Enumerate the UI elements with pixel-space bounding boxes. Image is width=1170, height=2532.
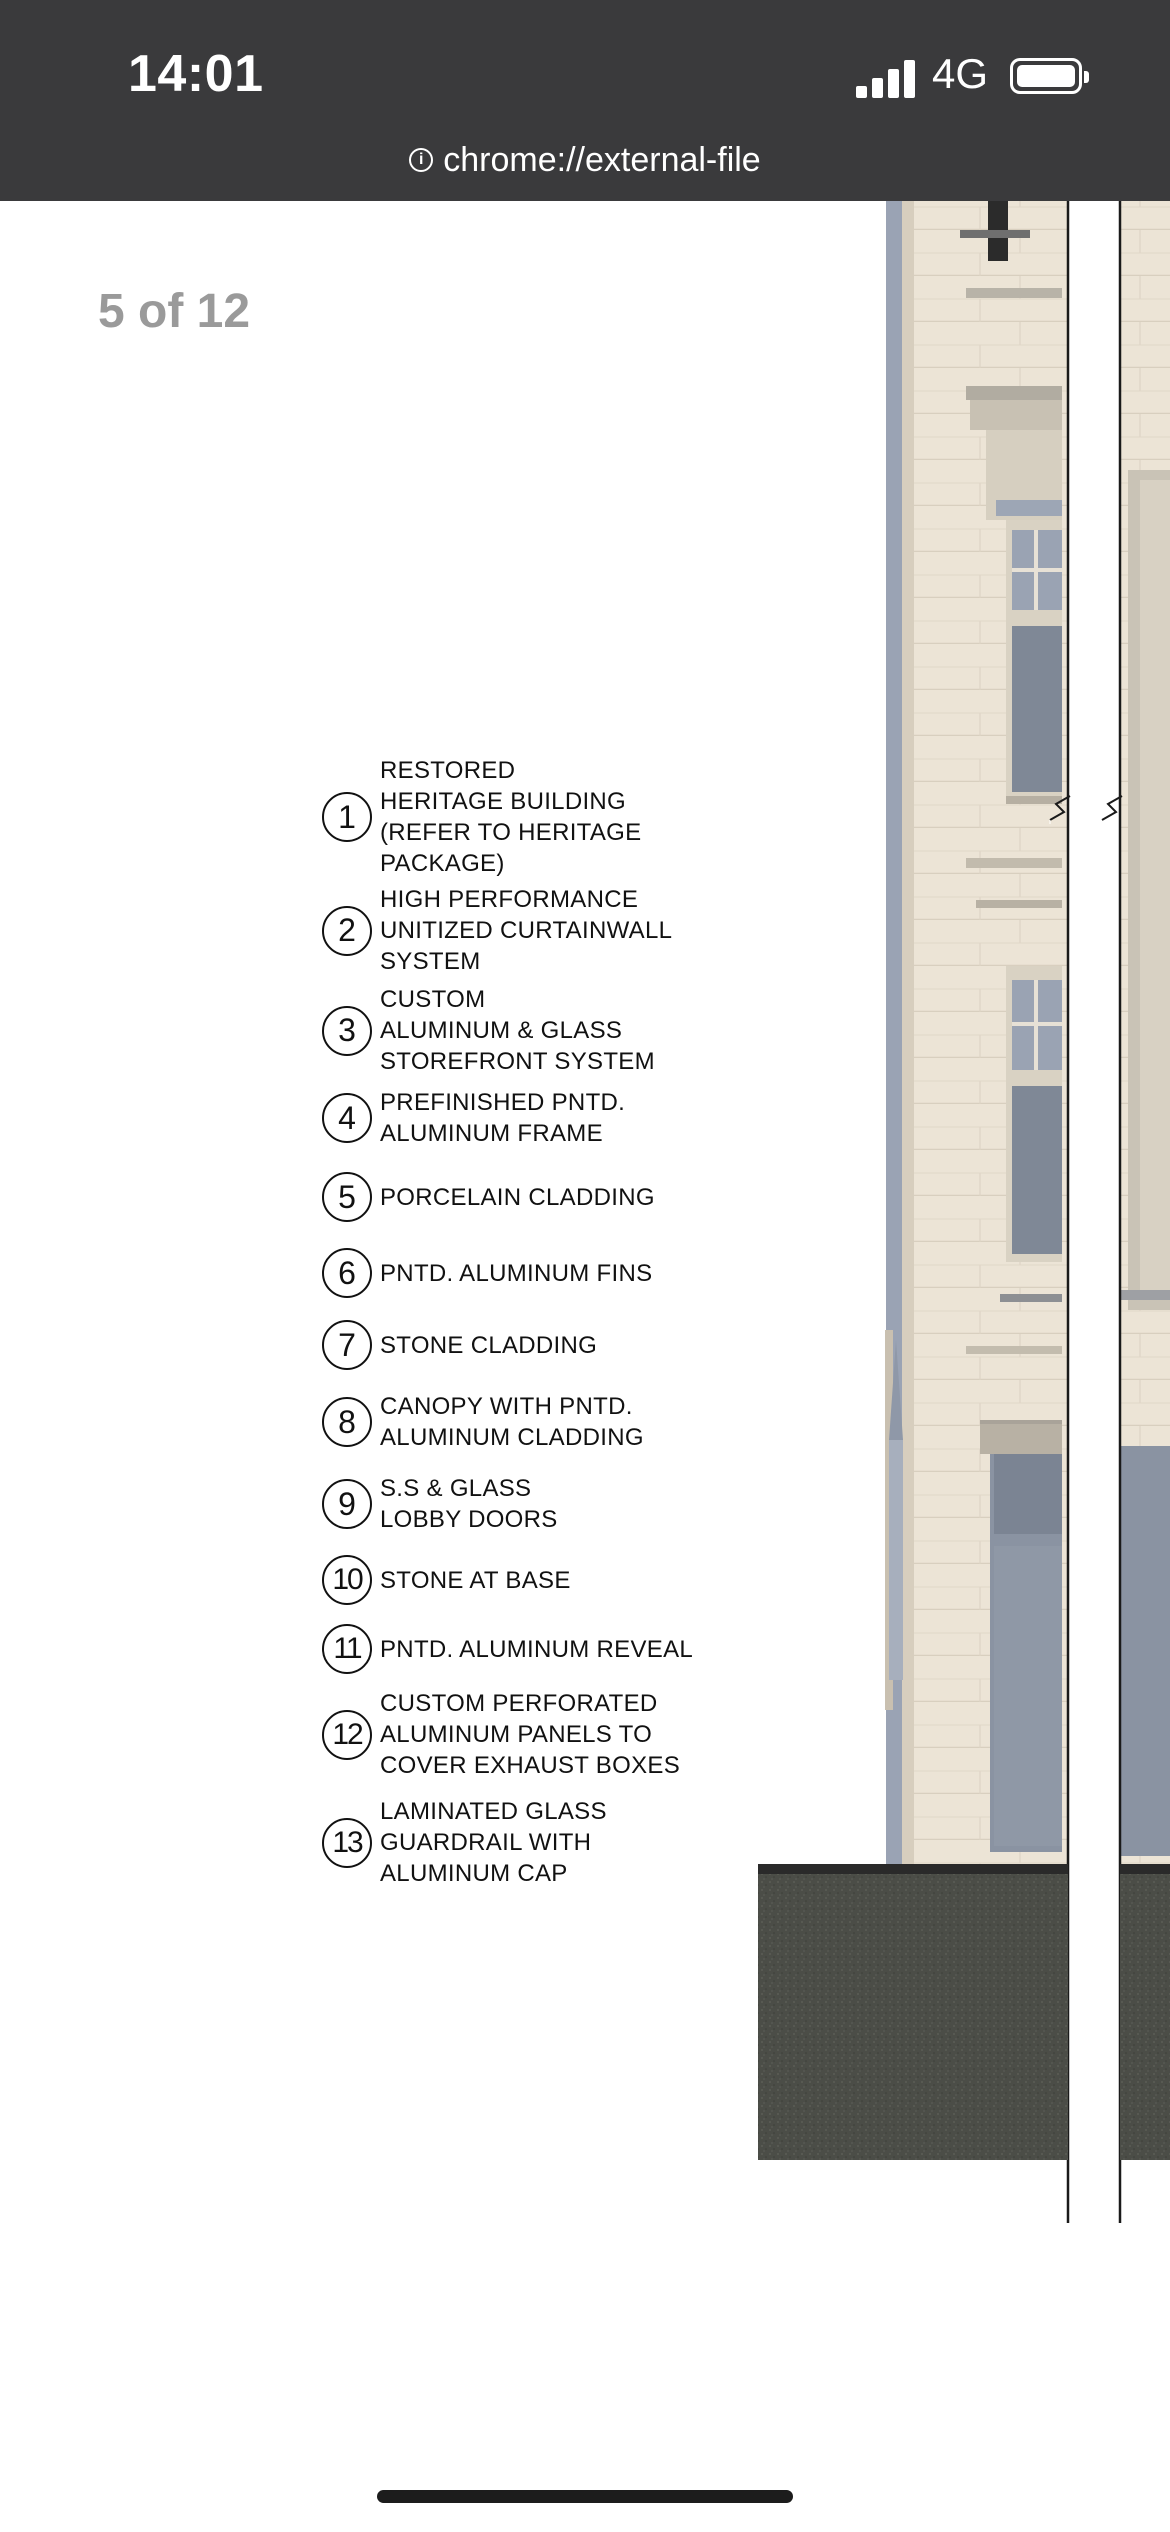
url-text: chrome://external-file: [443, 140, 761, 179]
top-bar: [0, 0, 1170, 201]
info-icon[interactable]: i: [409, 148, 433, 172]
legend-label: S.S & GLASS LOBBY DOORS: [380, 1475, 558, 1533]
cellular-signal-icon: [856, 58, 916, 98]
legend-label: PORCELAIN CLADDING: [380, 1183, 655, 1211]
legend-label: HIGH PERFORMANCE UNITIZED CURTAINWALL SYSTEM: [380, 886, 673, 975]
legend-number: 4: [322, 1093, 372, 1143]
legend-number: 5: [322, 1172, 372, 1222]
legend-number: 11: [322, 1624, 372, 1674]
legend-label: LAMINATED GLASS GUARDRAIL WITH ALUMINUM CAP: [380, 1798, 607, 1887]
legend-number: 3: [322, 1006, 372, 1056]
legend-item: [322, 1248, 652, 1298]
legend-item: [322, 1391, 644, 1453]
legend-item: [322, 1320, 597, 1370]
legend-label: PNTD. ALUMINUM REVEAL: [380, 1635, 694, 1663]
legend-item: [322, 1172, 655, 1222]
page-counter: 5 of 12: [98, 285, 251, 338]
legend-item: [322, 755, 641, 879]
legend-item: [322, 1555, 571, 1605]
legend-number: 7: [322, 1320, 372, 1370]
legend-item: [322, 1796, 607, 1889]
legend-item: [322, 884, 672, 977]
legend-label: CANOPY WITH PNTD. ALUMINUM CLADDING: [380, 1393, 644, 1451]
legend-label: PNTD. ALUMINUM FINS: [380, 1259, 653, 1287]
legend-number: 13: [322, 1818, 372, 1868]
legend-item: [322, 1473, 558, 1535]
legend-item: [322, 1688, 680, 1781]
legend-item: [322, 1087, 625, 1149]
legend-label: CUSTOM ALUMINUM & GLASS STOREFRONT SYSTEM: [380, 986, 655, 1075]
legend-number: 10: [322, 1555, 372, 1605]
legend-item: [322, 1624, 693, 1674]
legend-number: 6: [322, 1248, 372, 1298]
legend-label: RESTORED HERITAGE BUILDING (REFER TO HERITAGE PACKAGE): [380, 757, 642, 877]
legend-label: STONE CLADDING: [380, 1331, 598, 1359]
elevation-drawing: [0, 201, 1170, 2281]
url-bar[interactable]: [0, 136, 1170, 184]
home-indicator[interactable]: [377, 2490, 793, 2503]
status-time: 14:01: [128, 45, 264, 103]
legend-number: 12: [322, 1710, 372, 1760]
legend-number: 1: [322, 792, 372, 842]
legend-number: 9: [322, 1479, 372, 1529]
legend-label: STONE AT BASE: [380, 1566, 571, 1594]
legend-label: PREFINISHED PNTD. ALUMINUM FRAME: [380, 1089, 626, 1147]
ground-base: [758, 1870, 1068, 2160]
network-type: 4G: [932, 50, 989, 97]
legend-number: 8: [322, 1397, 372, 1447]
battery-icon: [1010, 58, 1082, 94]
legend-number: 2: [322, 906, 372, 956]
legend-label: CUSTOM PERFORATED ALUMINUM PANELS TO COVER EXHAUST BOXES: [380, 1690, 681, 1779]
legend-item: [322, 984, 655, 1077]
